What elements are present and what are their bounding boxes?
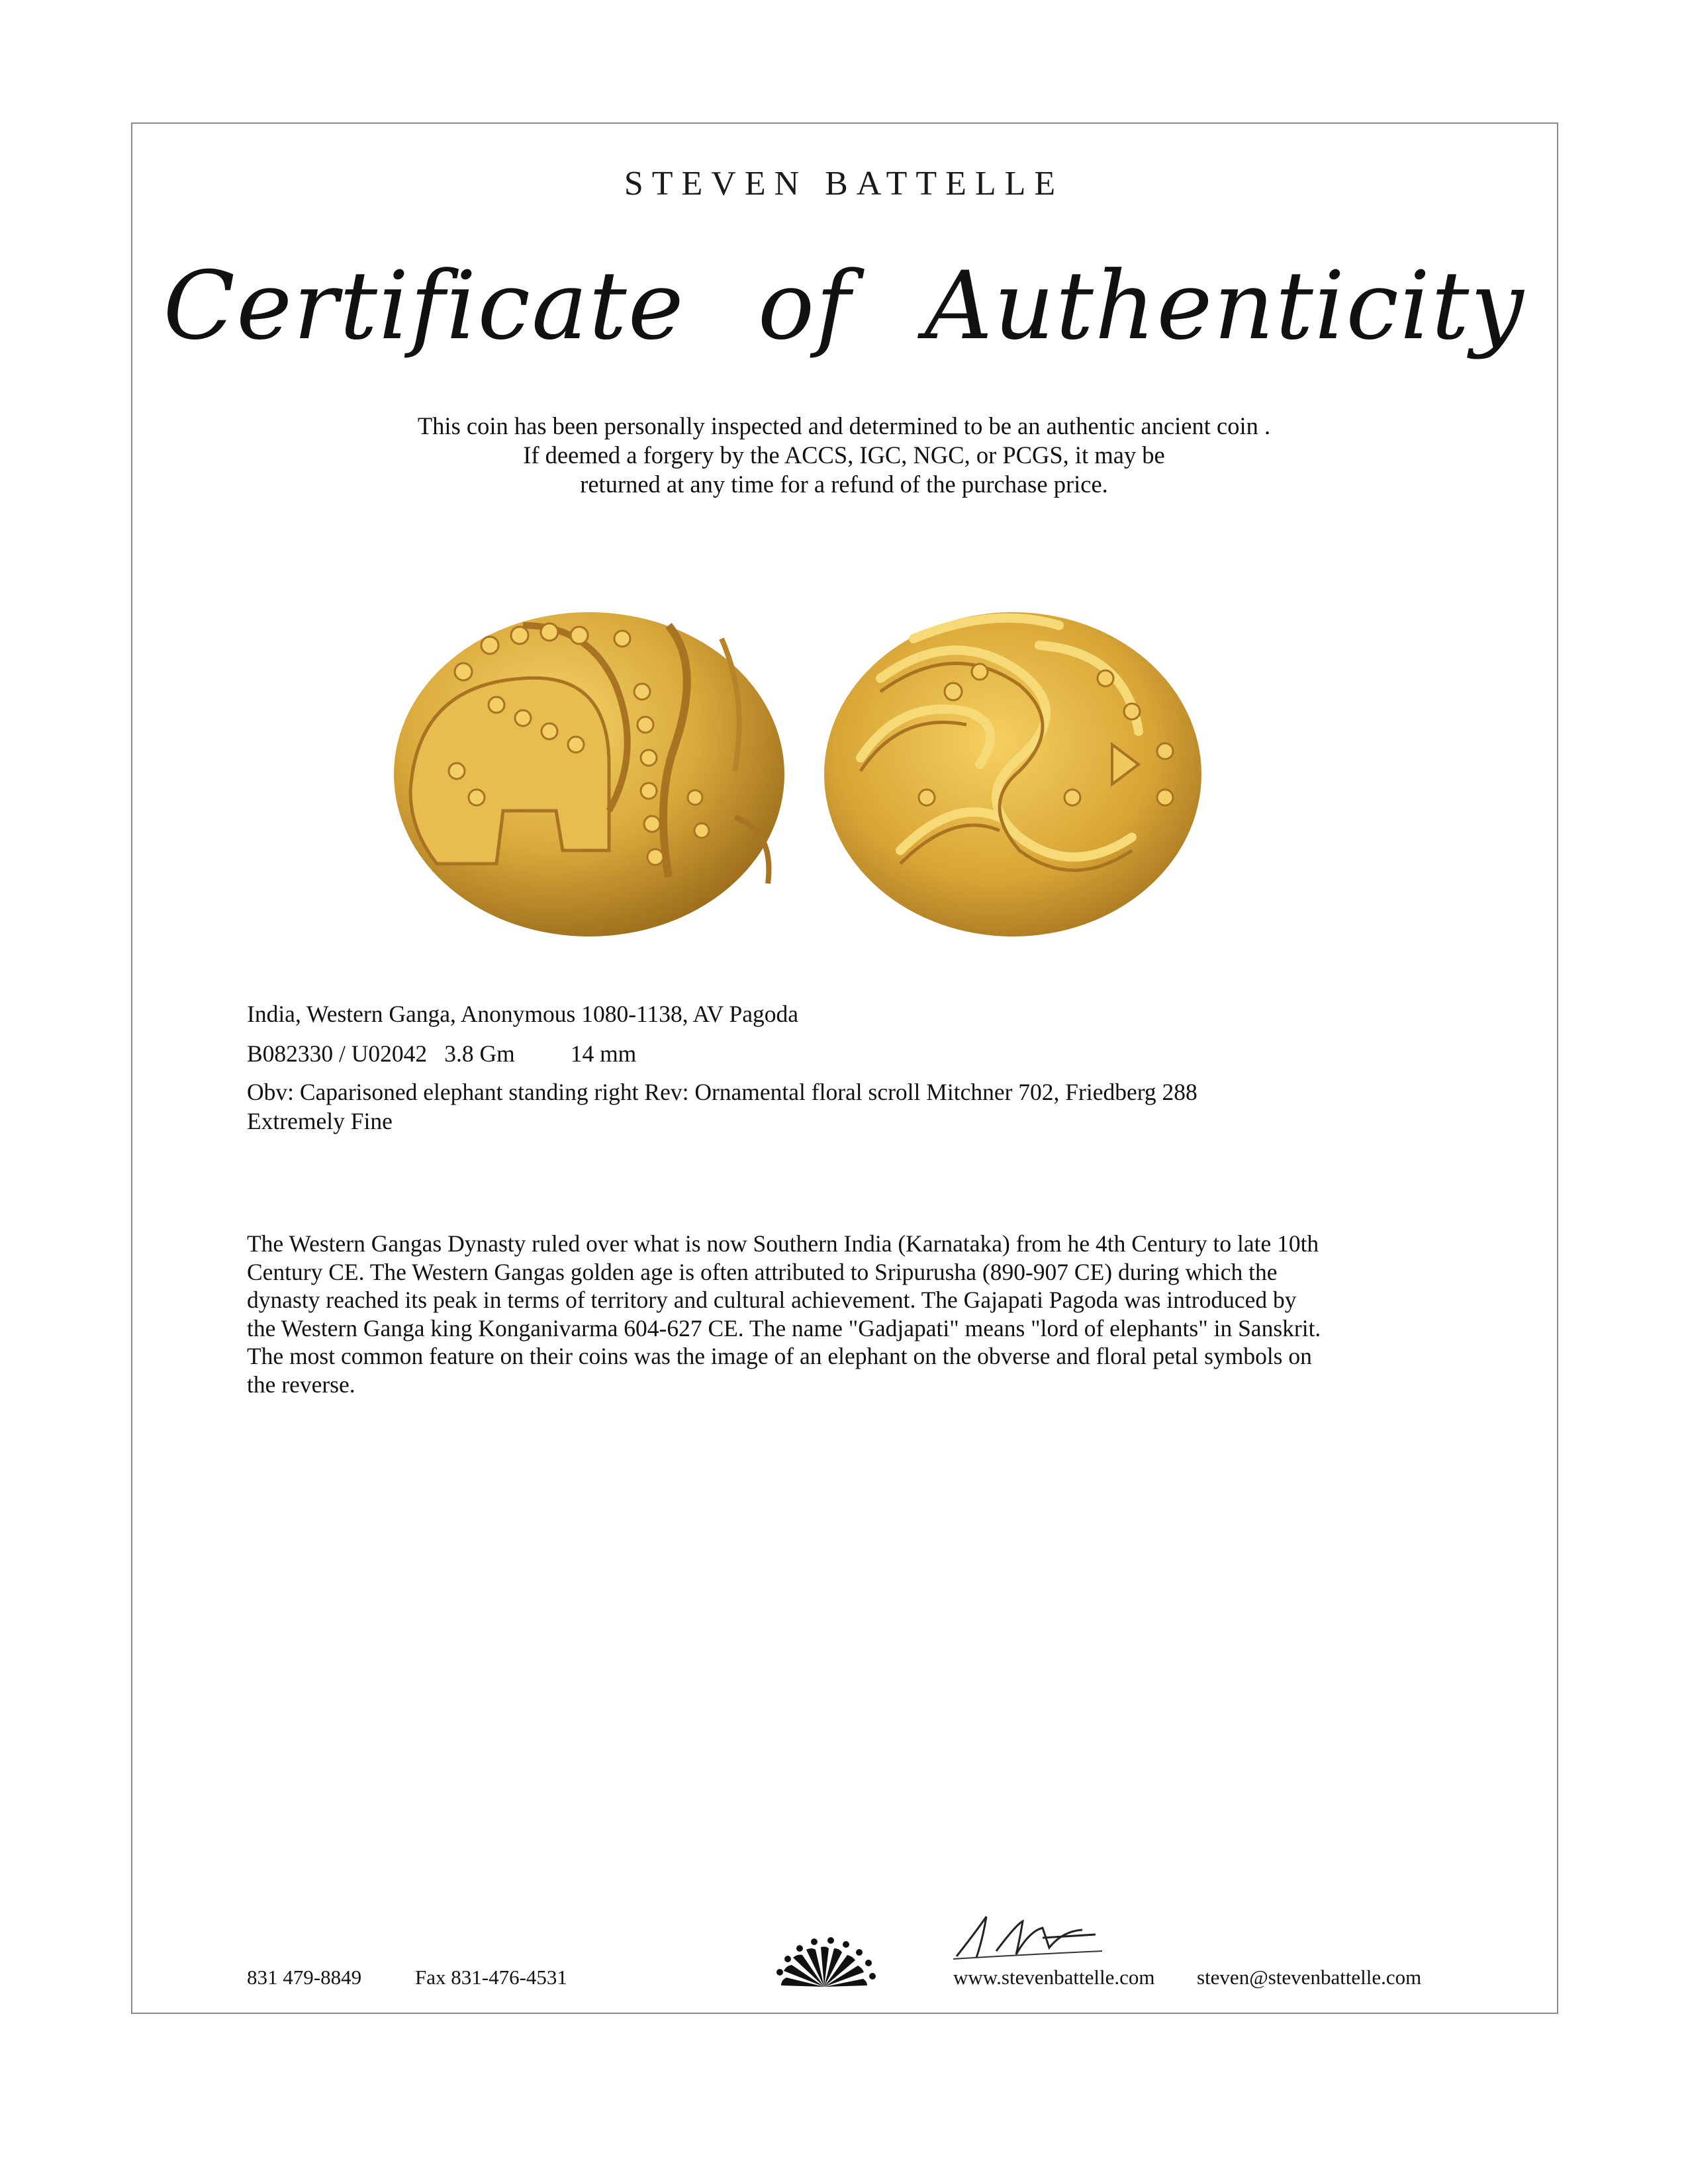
coin-details [247, 999, 1197, 1136]
description-line: the Western Ganga king Konganivarma 604-627 CE. The name "Gadjapati" means "lord of elephants" in Sanskrit. [247, 1314, 1321, 1342]
historical-description [247, 1230, 1438, 1398]
coin-reverse-image [821, 599, 1218, 943]
signature-image [950, 1911, 1109, 1964]
guarantee-line: returned at any time for a refund of the purchase price. [580, 471, 1108, 498]
description-line: The most common feature on their coins was the image of an elephant on the obverse and floral petal symbols on [247, 1343, 1312, 1369]
footer-fax: Fax 831-476-4531 [415, 1966, 567, 1989]
title-word-of: of [757, 251, 852, 361]
coin-weight: 3.8 Gm [444, 1040, 515, 1067]
description-line: The Western Gangas Dynasty ruled over what is now Southern India (Karnataka) from he 4th Century to late 10th [247, 1230, 1319, 1257]
sunburst-logo-icon [768, 1934, 880, 1990]
coin-specs [247, 1039, 1197, 1068]
coin-attribution: India, Western Ganga, Anonymous 1080-1138, AV Pagoda [247, 1001, 798, 1027]
title-word-certificate: Certificate [163, 251, 685, 361]
coin-description-line: Obv: Caparisoned elephant standing right Rev: Ornamental floral scroll Mitchner 702, Friedberg 288 [247, 1079, 1197, 1105]
footer-email: steven@stevenbattelle.com [1197, 1966, 1422, 1989]
guarantee-line: This coin has been personally inspected and determined to be an authentic ancient coin . [417, 412, 1271, 439]
footer-phone: 831 479-8849 [247, 1966, 362, 1989]
guarantee-line: If deemed a forgery by the ACCS, IGC, NGC, or PCGS, it may be [523, 441, 1165, 469]
description-line: dynasty reached its peak in terms of territory and cultural achievement. The Gajapati Pagoda was introduced by [247, 1287, 1297, 1313]
brand-name: STEVEN BATTELLE [624, 165, 1064, 203]
footer-website: www.stevenbattelle.com [953, 1966, 1155, 1989]
title-word-authenticity: Authenticity [924, 251, 1525, 361]
inventory-id: B082330 / U02042 [247, 1040, 428, 1067]
coin-obverse-image [391, 599, 788, 943]
coin-grade: Extremely Fine [247, 1108, 393, 1134]
description-line: the reverse. [247, 1371, 355, 1398]
certificate-title [0, 251, 1688, 361]
description-line: Century CE. The Western Gangas golden age is often attributed to Sripurusha (890-907 CE) during which the [247, 1258, 1278, 1285]
guarantee-statement [0, 412, 1688, 499]
coin-diameter: 14 mm [570, 1040, 637, 1067]
coin-photos [384, 599, 1244, 943]
